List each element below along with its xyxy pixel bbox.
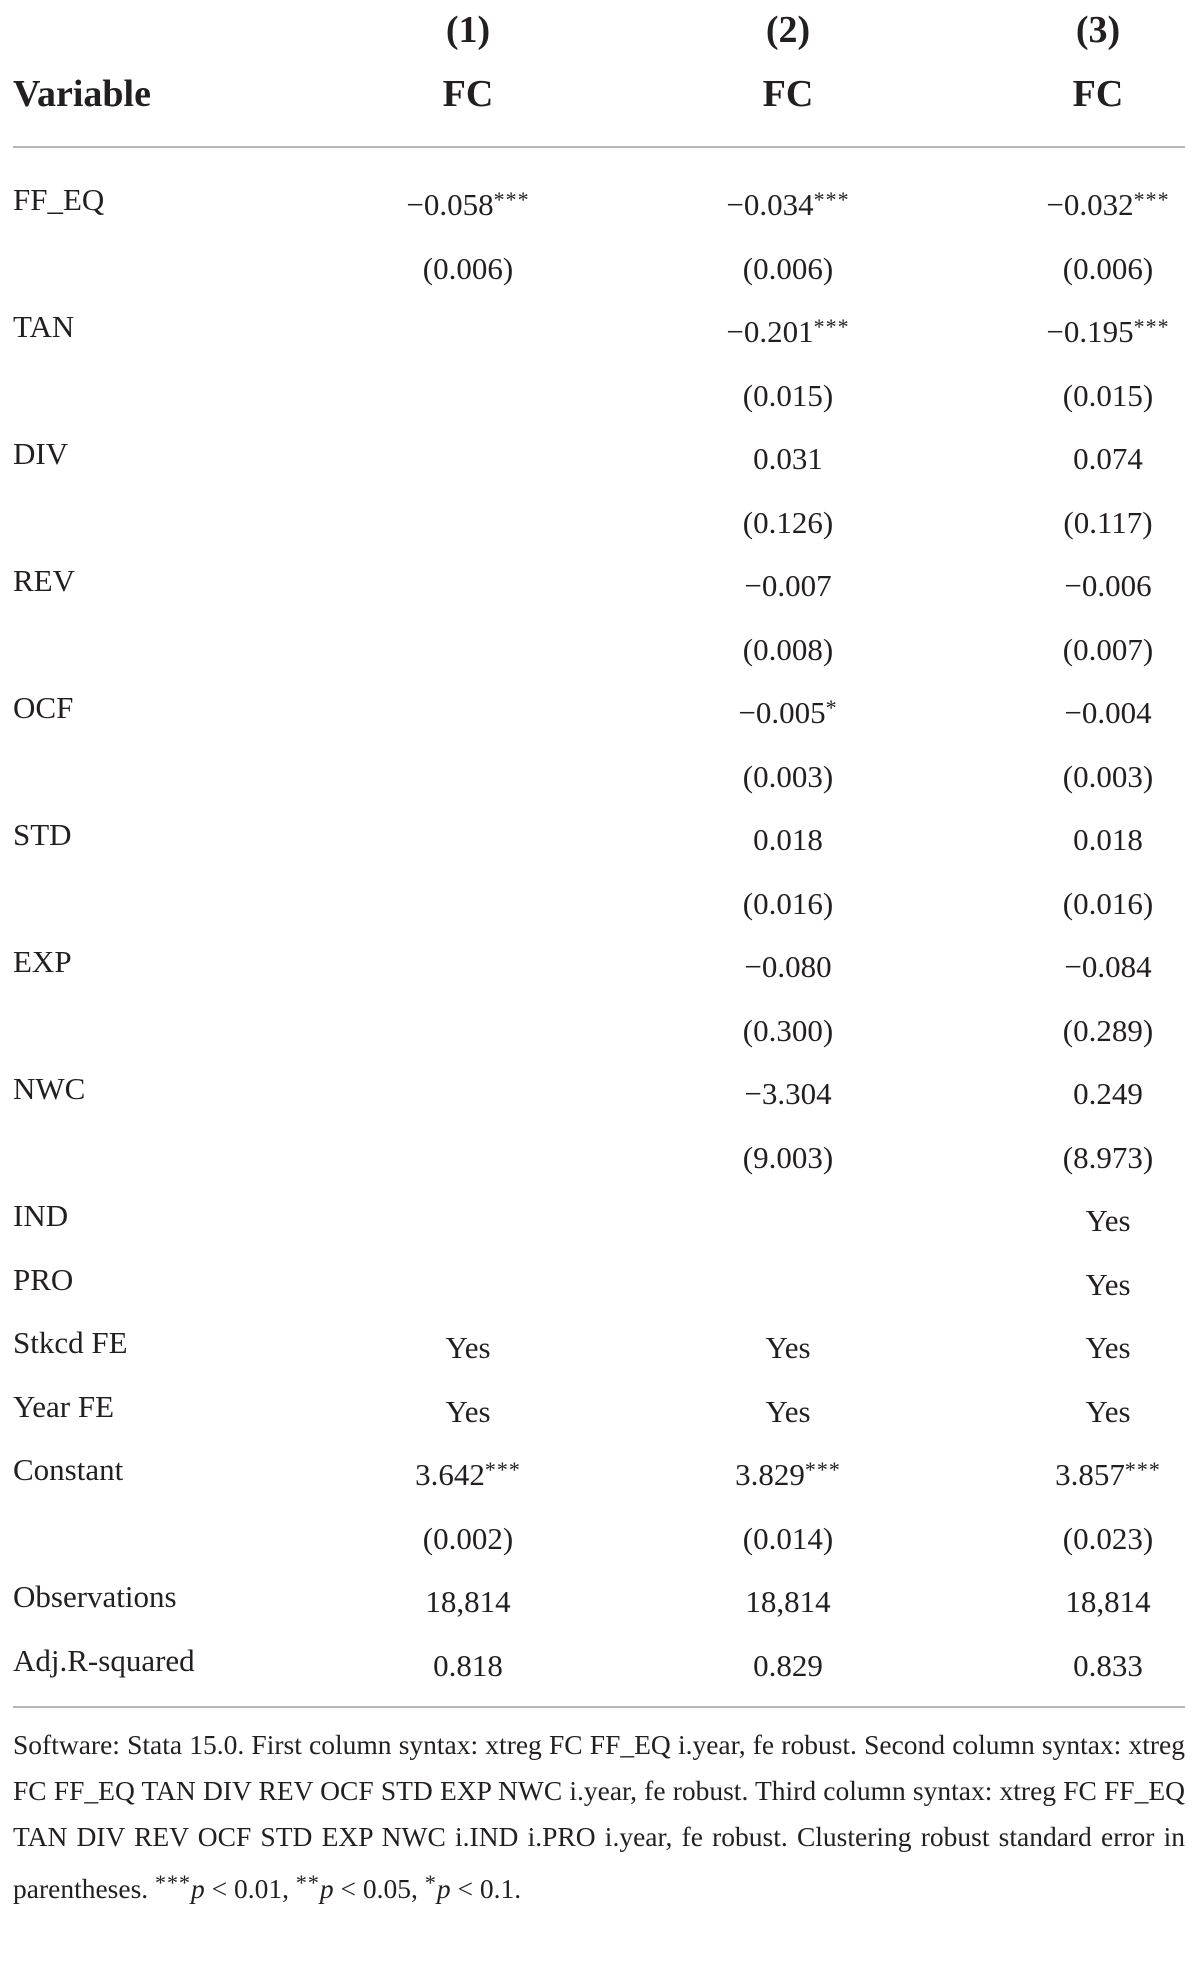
cell-value: (0.015) <box>742 377 834 413</box>
cell-value: 0.018 <box>753 822 823 857</box>
table-row <box>0 1258 1200 1322</box>
table-row <box>0 178 1200 242</box>
row-col3-value <box>1008 750 1200 799</box>
significance-stars: *** <box>1133 187 1170 212</box>
row-col2-value <box>688 750 888 799</box>
row-col3-value <box>1008 1512 1200 1561</box>
significance-stars: *** <box>804 1457 841 1482</box>
cell-value: 0.818 <box>433 1647 503 1683</box>
row-col3-value <box>1008 369 1200 418</box>
significance-stars: *** <box>813 187 850 212</box>
table-row <box>0 559 1200 623</box>
row-col3-value <box>1008 305 1200 354</box>
cell-value: 0.829 <box>753 1647 823 1683</box>
row-col1-value <box>368 1321 568 1370</box>
table-row <box>0 1321 1200 1385</box>
cell-value: (0.015) <box>1062 377 1154 413</box>
cell-value: −0.006 <box>1064 568 1152 603</box>
row-col2-value <box>688 1575 888 1624</box>
header-col3-number: (3) <box>1075 9 1121 51</box>
footnote-text: Software: Stata 15.0. First column syntax: xtreg FC FF_EQ i.year, fe robust. Second column syntax: xtreg FC FF_EQ TAN DIV REV OCF STD EXP NWC i.year, fe robust. Third column syntax: xtreg FC FF_EQ TAN DIV REV OCF STD EXP NWC i.IND i.PRO i.year, fe robust. Clustering robust standard error in parentheses. <box>13 1729 1185 1904</box>
cell-value: (0.003) <box>1062 758 1154 794</box>
footnote-sig3-p: p <box>436 1873 451 1904</box>
row-col3-value <box>1008 813 1200 862</box>
cell-value: Yes <box>445 1393 491 1429</box>
cell-value: Yes <box>765 1393 811 1429</box>
row-col3-value <box>1008 178 1200 227</box>
row-col1-value <box>368 1575 568 1624</box>
row-label: EXP <box>13 944 72 979</box>
header-col2-number: (2) <box>765 9 811 51</box>
table-row <box>0 1448 1200 1512</box>
significance-stars: *** <box>813 314 850 339</box>
row-label: Constant <box>13 1452 124 1487</box>
table-row <box>0 940 1200 1004</box>
cell-value: 3.829 <box>735 1457 805 1492</box>
table-row <box>0 369 1200 433</box>
cell-value: Yes <box>765 1330 811 1365</box>
header-col1-dep: FC <box>442 73 494 115</box>
row-col3-value <box>1008 1321 1200 1370</box>
footnote-sig1-text: < 0.01, <box>204 1873 296 1904</box>
row-col3-value <box>1008 559 1200 608</box>
row-col2-value <box>688 1639 888 1688</box>
footnote-sig2-stars: ** <box>295 1870 320 1895</box>
cell-value: (0.117) <box>1063 504 1153 540</box>
row-col2-value <box>688 305 888 354</box>
cell-value: (0.126) <box>742 504 834 540</box>
table-row <box>0 1512 1200 1576</box>
row-label: TAN <box>13 309 75 344</box>
cell-value: Yes <box>1085 1330 1131 1365</box>
table-row <box>0 623 1200 687</box>
table-row <box>0 1385 1200 1449</box>
row-col2-value <box>688 496 888 545</box>
row-col3-value <box>1008 1067 1200 1116</box>
cell-value: −0.080 <box>744 949 832 984</box>
table-top-rule <box>13 146 1185 148</box>
row-col3-value <box>1008 1131 1200 1180</box>
significance-stars: *** <box>1133 314 1170 339</box>
row-col3-value <box>1008 623 1200 672</box>
cell-value: 0.031 <box>753 441 823 476</box>
cell-value: −0.034 <box>726 187 814 222</box>
cell-value: (8.973) <box>1062 1139 1154 1175</box>
cell-value: (0.006) <box>422 250 514 286</box>
row-col3-value <box>1008 496 1200 545</box>
table-row <box>0 496 1200 560</box>
row-label: PRO <box>13 1261 74 1297</box>
row-col3-value <box>1008 1639 1200 1688</box>
table-row <box>0 813 1200 877</box>
table-row <box>0 750 1200 814</box>
cell-value: −0.201 <box>726 314 814 349</box>
cell-value: −0.005 <box>738 695 826 730</box>
row-label: REV <box>13 563 75 598</box>
table-row <box>0 877 1200 941</box>
significance-stars: * <box>825 695 838 720</box>
cell-value: Yes <box>445 1330 491 1365</box>
row-col3-value <box>1008 1004 1200 1053</box>
cell-value: (0.003) <box>742 758 834 794</box>
cell-value: (0.300) <box>742 1012 834 1048</box>
row-col3-value <box>1008 686 1200 735</box>
cell-value: −0.195 <box>1046 314 1134 349</box>
table-row <box>0 1639 1200 1703</box>
row-label: STD <box>13 817 72 852</box>
significance-stars: *** <box>1124 1457 1161 1482</box>
row-col2-value <box>688 1131 888 1180</box>
row-col1-value <box>368 178 568 227</box>
row-col2-value <box>688 1004 888 1053</box>
row-label: IND <box>13 1198 69 1233</box>
footnote-sig1-stars: *** <box>155 1870 192 1895</box>
row-col3-value <box>1008 1385 1200 1434</box>
row-label: NWC <box>13 1071 86 1106</box>
row-col1-value <box>368 242 568 291</box>
table-body <box>0 178 1200 1702</box>
row-col1-value <box>368 1448 568 1497</box>
row-col3-value <box>1008 1575 1200 1624</box>
cell-value: (9.003) <box>742 1139 834 1175</box>
cell-value: (0.016) <box>742 885 834 921</box>
cell-value: Yes <box>1085 1266 1131 1302</box>
footnote-sig3-text: < 0.1. <box>450 1873 522 1904</box>
row-col1-value <box>368 1639 568 1688</box>
cell-value: (0.006) <box>1062 250 1154 286</box>
row-label: Stkcd FE <box>13 1325 128 1360</box>
table-row <box>0 1131 1200 1195</box>
row-col2-value <box>688 1512 888 1561</box>
header-col3-dep: FC <box>1072 73 1124 115</box>
significance-stars: *** <box>493 187 530 212</box>
table-bottom-rule <box>13 1706 1185 1708</box>
row-col3-value <box>1008 877 1200 926</box>
row-label: Adj.R-squared <box>13 1642 195 1678</box>
row-label: DIV <box>13 436 69 471</box>
cell-value: −0.058 <box>406 187 494 222</box>
cell-value: (0.002) <box>422 1520 514 1556</box>
cell-value: (0.014) <box>742 1520 834 1556</box>
cell-value: 3.857 <box>1055 1457 1125 1492</box>
row-label: OCF <box>13 690 74 725</box>
row-col3-value <box>1008 432 1200 481</box>
cell-value: −0.004 <box>1064 695 1152 730</box>
footnote-sig1-p: p <box>191 1873 205 1904</box>
cell-value: 18,814 <box>1065 1584 1151 1619</box>
cell-value: (0.007) <box>1062 631 1154 667</box>
cell-value: (0.289) <box>1062 1012 1154 1048</box>
row-col2-value <box>688 1321 888 1370</box>
row-col2-value <box>688 432 888 481</box>
cell-value: −0.007 <box>744 568 832 603</box>
table-row <box>0 1575 1200 1639</box>
cell-value: (0.006) <box>742 250 834 286</box>
cell-value: 0.249 <box>1073 1076 1143 1111</box>
significance-stars: *** <box>484 1457 521 1482</box>
table-row <box>0 1067 1200 1131</box>
table-row <box>0 1004 1200 1068</box>
cell-value: 18,814 <box>745 1584 831 1619</box>
row-col3-value <box>1008 1448 1200 1497</box>
row-col2-value <box>688 1067 888 1116</box>
footnote-sig2-text: < 0.05, <box>333 1873 425 1904</box>
cell-value: −0.032 <box>1046 187 1134 222</box>
row-col2-value <box>688 1448 888 1497</box>
cell-value: 0.018 <box>1073 822 1143 857</box>
cell-value: −0.084 <box>1064 949 1152 984</box>
cell-value: (0.008) <box>742 631 834 667</box>
row-col2-value <box>688 559 888 608</box>
row-label: Year FE <box>13 1388 115 1424</box>
cell-value: 0.833 <box>1073 1647 1143 1683</box>
row-col3-value <box>1008 1194 1200 1243</box>
row-col2-value <box>688 178 888 227</box>
cell-value: (0.016) <box>1062 885 1154 921</box>
row-col2-value <box>688 623 888 672</box>
header-variable: Variable <box>13 73 151 115</box>
row-col3-value <box>1008 1258 1200 1307</box>
table-row <box>0 1194 1200 1258</box>
row-col2-value <box>688 1385 888 1434</box>
row-col2-value <box>688 686 888 735</box>
cell-value: Yes <box>1085 1203 1131 1238</box>
row-col2-value <box>688 813 888 862</box>
row-col1-value <box>368 1512 568 1561</box>
row-col2-value <box>688 940 888 989</box>
row-col2-value <box>688 369 888 418</box>
table-row <box>0 686 1200 750</box>
table-row <box>0 432 1200 496</box>
table-row <box>0 242 1200 306</box>
footnote-sig2-p: p <box>319 1873 334 1904</box>
cell-value: Yes <box>1085 1393 1131 1429</box>
row-col1-value <box>368 1385 568 1434</box>
row-label: FF_EQ <box>13 182 105 217</box>
table-footnote <box>13 1722 1185 1912</box>
row-col2-value <box>688 242 888 291</box>
row-col2-value <box>688 877 888 926</box>
header-col2-dep: FC <box>762 73 814 115</box>
footnote-sig3-stars: * <box>424 1870 437 1895</box>
row-col3-value <box>1008 242 1200 291</box>
cell-value: −3.304 <box>744 1076 832 1111</box>
cell-value: 0.074 <box>1073 441 1143 476</box>
row-label: Observations <box>13 1579 177 1614</box>
table-header <box>0 0 1200 140</box>
cell-value: 18,814 <box>425 1584 511 1619</box>
cell-value: 3.642 <box>415 1457 485 1492</box>
header-col1-number: (1) <box>445 9 491 51</box>
table-row <box>0 305 1200 369</box>
row-col3-value <box>1008 940 1200 989</box>
cell-value: (0.023) <box>1062 1520 1154 1556</box>
